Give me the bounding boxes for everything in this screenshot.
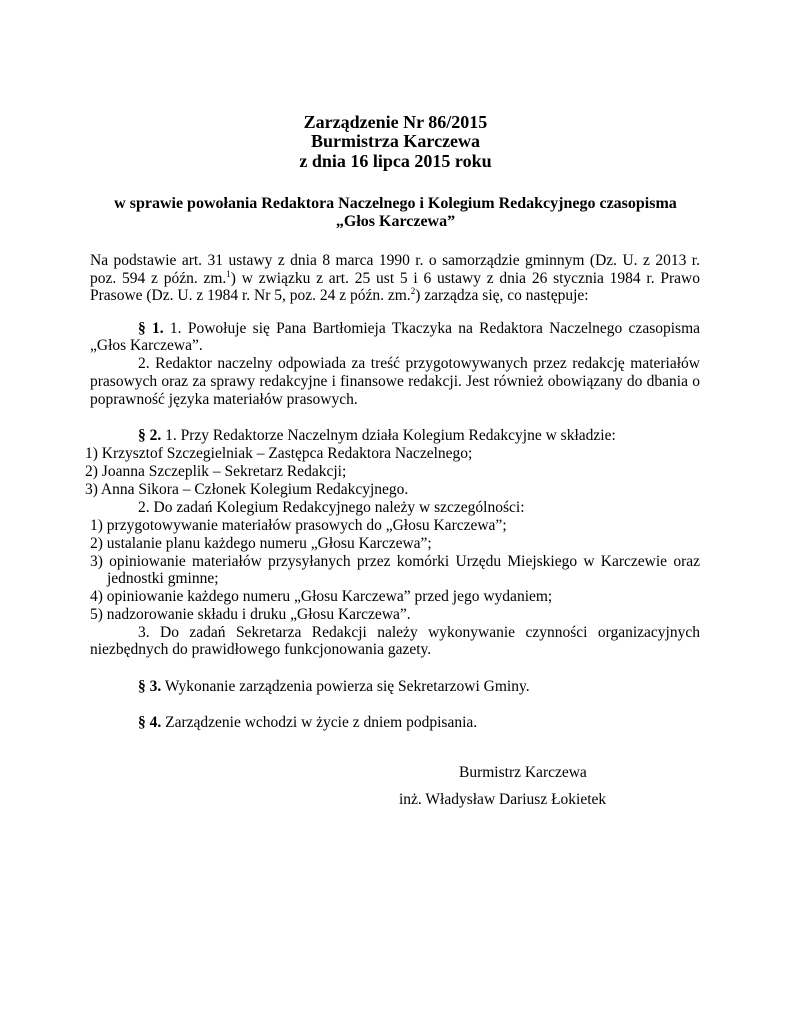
section-4 [138,714,700,732]
section-line: 2. Do zadań Kolegium Redakcyjnego należy w szczególności: [138,499,525,516]
section-line: 3. Do zadań Sekretarza Redakcji należy wykonywanie czynności organizacyjnych [138,624,700,641]
issuer: Burmistrza Karczewa [310,131,481,151]
section-line [138,427,700,445]
section-line [138,320,700,338]
task-item: 1) przygotowywanie materiałów prasowych do „Głosu Karczewa”; [90,517,507,534]
section-line: niezbędnych do prawidłowego funkcjonowania gazety. [90,641,432,658]
text: ) zarządza się, co następuje: [415,287,589,304]
task-item: 2) ustalanie planu każdego numeru „Głosu Karczewa”; [90,535,432,552]
footnote-ref: 2 [410,285,416,296]
text: ) w związku z art. 25 ust 5 i 6 ustawy z dnia 26 stycznia 1984 r. Prawo [230,270,700,287]
member-item: 3) Anna Sikora – Członek Kolegium Redakcyjnego. [85,481,409,498]
signature-name: inż. Władysław Dariusz Łokietek [399,791,607,808]
task-item: 3) opiniowanie materiałów przysyłanych przez komórki Urzędu Miejskiego w Karczewie oraz [90,553,700,570]
member-item: 2) Joanna Szczeplik – Sekretarz Redakcji; [85,463,347,480]
document-date: z dnia 16 lipca 2015 roku [299,151,492,171]
intro-line [90,287,700,305]
intro-line: Na podstawie art. 31 ustawy z dnia 8 marca 1990 r. o samorządzie gminnym (Dz. U. z 2013 r. [90,252,700,269]
signature-role: Burmistrz Karczewa [459,764,587,781]
text: 1. Przy Redaktorze Naczelnym działa Kolegium Redakcyjne w składzie: [161,427,616,444]
text: Wykonanie zarządzenia powierza się Sekretarzowi Gminy. [161,678,530,695]
footnote-ref: 1 [226,268,231,279]
task-item: jednostki gminne; [107,570,219,587]
subject-line-2: „Głos Karczewa” [335,213,456,230]
section-line: prasowych oraz za sprawy redakcyjne i finansowe redakcji. Jest również obowiązany do dbania o [90,373,700,390]
section-mark: § 4. [138,714,162,731]
section-3 [138,678,700,696]
text: Zarządzenie wchodzi w życie z dniem podpisania. [161,714,478,731]
section-mark: § 2. [138,427,162,444]
text: 1. Powołuje się Pana Bartłomieja Tkaczyka na Redaktora Naczelnego czasopisma [163,320,701,337]
task-item: 5) nadzorowanie składu i druku „Głosu Karczewa”. [90,606,411,623]
section-mark: § 1. [138,320,164,337]
subject-line-1: w sprawie powołania Redaktora Naczelnego i Kolegium Redakcyjnego czasopisma [114,195,677,212]
document-title: Zarządzenie Nr 86/2015 [303,112,488,132]
section-line: poprawność języka materiałów prasowych. [90,391,358,408]
section-mark: § 3. [138,678,162,695]
text: poz. 594 z późn. zm. [90,270,227,287]
member-item: 1) Krzysztof Szczegielniak – Zastępca Redaktora Naczelnego; [85,445,473,462]
section-line: 2. Redaktor naczelny odpowiada za treść przygotowywanych przez redakcję materiałów [138,355,700,372]
section-line: „Głos Karczewa”. [90,337,203,354]
intro-line [90,270,700,288]
task-item: 4) opiniowanie każdego numeru „Głosu Karczewa” przed jego wydaniem; [90,588,553,605]
text: Prasowe (Dz. U. z 1984 r. Nr 5, poz. 24 z późn. zm. [90,287,411,304]
